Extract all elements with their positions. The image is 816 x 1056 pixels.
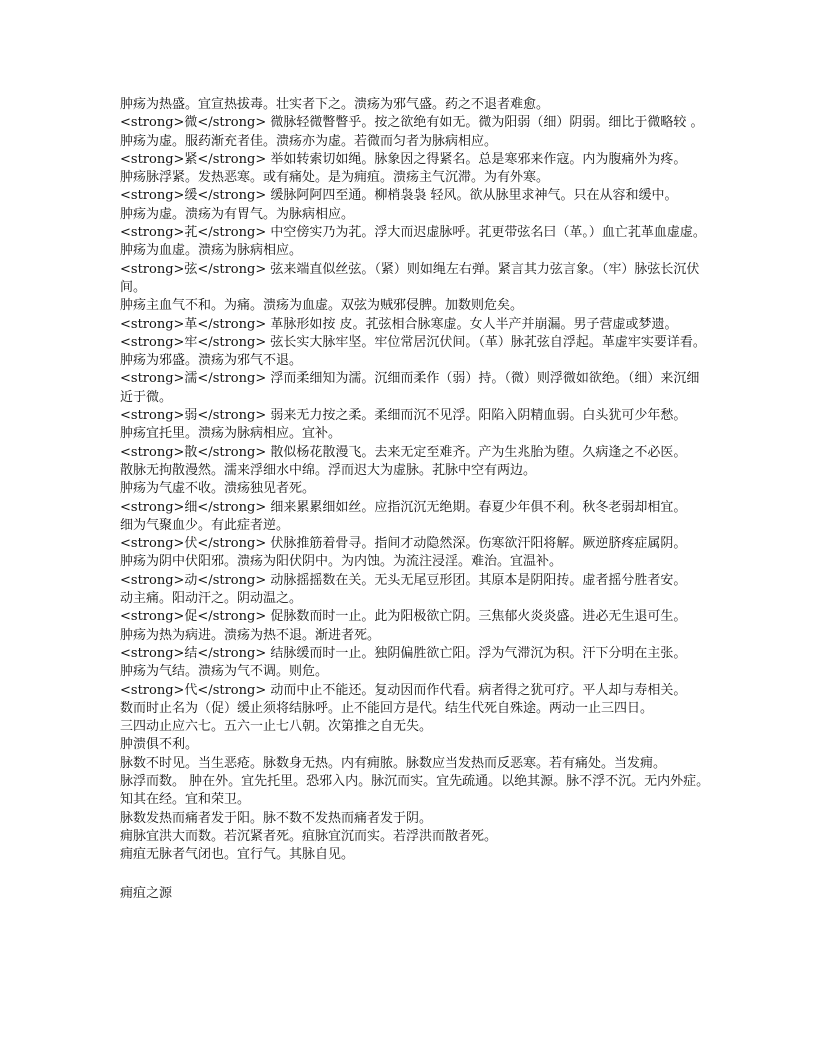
text-line-9: 肿疡为血虚。溃疡为脉病相应。 bbox=[120, 243, 303, 259]
text-line-1: 肿疡为热盛。宜宣热拔毒。壮实者下之。溃疡为邪气盛。药之不退者难愈。 bbox=[120, 97, 550, 112]
text-line-14: 肿疡为邪盛。溃疡为邪气不退。 bbox=[120, 353, 303, 369]
text-line-18: <strong>散</strong> 散似杨花散漫飞。去来无定至难齐。产为生兆胎为堕。久病逢之不必医。 bbox=[120, 444, 687, 460]
text-line-4: <strong>紧</strong> 举如转索切如绳。脉象因之得紧名。总是寒邪来作寇。内为腹痛外为疼。 bbox=[120, 151, 687, 167]
text-line-32: 数而时止名为（促）缓止须将结脉呼。止不能回方是代。结生代死自殊途。两动一止三四日。 bbox=[120, 700, 654, 716]
text-line-17: 肿疡宜托里。溃疡为脉病相应。宜补。 bbox=[120, 426, 342, 442]
text-line-19: 散脉无拘散漫然。濡来浮细水中绵。浮而迟大为虚脉。芤脉中空有两边。 bbox=[120, 462, 537, 478]
text-line-16: <strong>弱</strong> 弱来无力按之柔。柔细而沉不见浮。阳陷入阴精血弱。白头犹可少年愁。 bbox=[120, 408, 687, 424]
text-line-34: 肿溃俱不利。 bbox=[120, 737, 199, 753]
text-line-10: <strong>弦</strong> 弦来端直似丝弦。（紧）则如绳左右弹。紧言其力弦言象。（牢）脉弦长沉伏间。 bbox=[120, 261, 700, 295]
blank-line bbox=[120, 864, 710, 882]
text-line-8: <strong>芤</strong> 中空傍实乃为芤。浮大而迟虚脉呼。芤更带弦名曰（革。）血亡芤革血虚虚。 bbox=[120, 225, 706, 241]
text-line-11: 肿疡主血气不和。为痛。溃疡为血虚。双弦为贼邪侵脾。加数则危矣。 bbox=[120, 298, 524, 314]
section-heading: 痈疽之源 bbox=[120, 885, 173, 901]
text-line-37: 脉数发热而痛者发于阳。脉不数不发热而痛者发于阴。 bbox=[120, 810, 433, 826]
text-line-3: 肿疡为虚。服药渐充者佳。溃疡亦为虚。若微而匀者为脉病相应。 bbox=[120, 133, 498, 149]
text-line-12: <strong>革</strong> 革脉形如按 皮。芤弦相合脉寒虚。女人半产并崩漏。男子营虚或梦遗。 bbox=[120, 316, 678, 332]
document-page bbox=[120, 96, 710, 903]
text-line-6: <strong>缓</strong> 缓脉阿阿四至通。柳梢袅袅 轻风。欲从脉里求神气。只在从容和缓中。 bbox=[120, 188, 678, 204]
text-line-30: 肿疡为气结。溃疡为气不调。则危。 bbox=[120, 664, 329, 680]
text-line-28: 肿疡为热为病进。溃疡为热不退。渐进者死。 bbox=[120, 627, 381, 643]
text-line-20: 肿疡为气虚不收。溃疡独见者死。 bbox=[120, 481, 316, 497]
text-line-2: <strong>微</strong> 微脉轻微瞥瞥乎。按之欲绝有如无。微为阳弱（细）阴弱。细比于微略较 。 bbox=[120, 115, 704, 131]
text-line-38: 痈脉宜洪大而数。若沉紧者死。疽脉宜沉而实。若浮洪而散者死。 bbox=[120, 828, 498, 844]
text-line-29: <strong>结</strong> 结脉缓而时一止。独阴偏胜欲亡阳。浮为气滞沉为积。汗下分明在主张。 bbox=[120, 645, 687, 661]
text-line-21: <strong>细</strong> 细来累累细如丝。应指沉沉无绝期。春夏少年俱不利。秋冬老弱却相宜。 bbox=[120, 499, 687, 515]
text-line-23: <strong>伏</strong> 伏脉推筋着骨寻。指间才动隐然深。伤寒欲汗阳将解。厥逆脐疼症属阴。 bbox=[120, 536, 687, 552]
text-line-27: <strong>促</strong> 促脉数而时一止。此为阳极欲亡阴。三焦郁火炎炎盛。进必无生退可生。 bbox=[120, 609, 687, 625]
text-line-22: 细为气聚血少。有此症者逆。 bbox=[120, 517, 290, 533]
text-line-7: 肿疡为虚。溃疡为有胃气。为脉病相应。 bbox=[120, 206, 355, 222]
text-line-36: 脉浮而数。 肿在外。宜先托里。恐邪入内。脉沉而实。宜先疏通。以绝其源。脉不浮不沉。无内外症。知其在经。宜和荣卫。 bbox=[120, 773, 710, 808]
text-line-26: 动主痛。阳动汗之。阴动温之。 bbox=[120, 591, 303, 607]
text-line-25: <strong>动</strong> 动脉摇摇数在关。无头无尾豆形团。其原本是阴阳抟。虚者摇兮胜者安。 bbox=[120, 572, 687, 588]
text-line-13: <strong>牢</strong> 弦长实大脉牢坚。牢位常居沉伏间。（革）脉芤弦自浮起。革虚牢实要详看。 bbox=[120, 334, 706, 350]
text-line-5: 肿疡脉浮紧。发热恶寒。或有痛处。是为痈疽。溃疡主气沉滞。为有外寒。 bbox=[120, 170, 550, 186]
text-line-15: <strong>濡</strong> 浮而柔细知为濡。沉细而柔作（弱）持。（微）则浮微如欲绝。（细）来沉细近于微。 bbox=[120, 371, 700, 405]
text-line-33: 三四动止应六七。五六一止七八朝。次第推之自无失。 bbox=[120, 719, 433, 735]
text-line-24: 肿疡为阴中伏阳邪。溃疡为阳伏阴中。为内蚀。为流注浸淫。难治。宜温补。 bbox=[120, 554, 563, 570]
text-line-39: 痈疽无脉者气闭也。宜行气。其脉自见。 bbox=[120, 847, 355, 863]
text-line-35: 脉数不时见。当生恶疮。脉数身无热。内有痈脓。脉数应当发热而反恶寒。若有痛处。当发痈。 bbox=[120, 755, 667, 771]
text-line-31: <strong>代</strong> 动而中止不能还。复动因而作代看。病者得之犹可疗。平人却与寿相关。 bbox=[120, 682, 687, 698]
